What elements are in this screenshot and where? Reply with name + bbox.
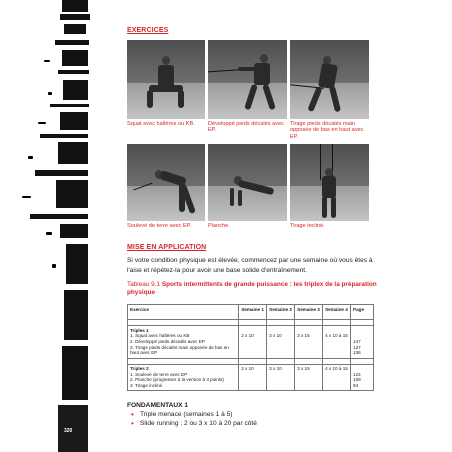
- week-2-value: 3 x 10: [269, 333, 282, 339]
- group-name: Triples 2: [130, 366, 149, 372]
- header-week-3: Semaine 3: [295, 305, 323, 320]
- photo-inclined-row: [290, 144, 369, 221]
- fundamentals-list: [131, 410, 257, 428]
- exercise-line: 3. Tirage incliné: [130, 383, 163, 389]
- table-caption: [127, 281, 377, 297]
- page-ref: 127: [353, 344, 361, 350]
- caption-inclined-row: Tirage incliné.: [290, 223, 325, 229]
- week-3-value: 3 x 15: [297, 333, 310, 339]
- photo-row-standing: [290, 40, 369, 119]
- photo-squat: [127, 40, 205, 119]
- page-ref: 94: [353, 383, 359, 389]
- photo-press: [208, 40, 287, 119]
- caption-press: Développé pieds décalés avec EP.: [208, 121, 284, 134]
- header-exercise: Exercice: [128, 305, 239, 320]
- table-label: Tableau 9.1: [127, 281, 161, 288]
- table-header-row: [128, 305, 374, 320]
- caption-deadlift: Soulevé de terre avec EP.: [127, 223, 192, 229]
- exercise-line: 1. Soulevé de terre avec EP: [130, 371, 188, 377]
- header-week-1: Semaine 1: [239, 305, 267, 320]
- exercise-line: 2. Développé pieds décalés avec EP: [130, 338, 205, 344]
- group-name: Triples 1: [130, 327, 149, 333]
- page-number-box: [58, 405, 88, 452]
- page-number: 320: [64, 428, 73, 434]
- week-2-value: 3 x 10: [269, 366, 282, 372]
- header-week-2: Semaine 2: [267, 305, 295, 320]
- photo-plank: [208, 144, 287, 221]
- exercise-line: 3. Tirage pieds décalés main opposée de bas en haut avec EP: [130, 344, 229, 356]
- header-page: Page: [351, 305, 374, 320]
- side-decoration: [0, 0, 120, 452]
- week-3-value: 3 x 15: [297, 366, 310, 372]
- application-title: MISE EN APPLICATION: [127, 244, 207, 251]
- list-item: • Slide running : 2 ou 3 x 10 à 20 par côté: [131, 419, 257, 428]
- exercise-line: 2. Planche (progresser à la version à 3 points): [130, 377, 224, 383]
- exercise-table: [127, 304, 374, 391]
- list-item: • Triple menace (semaines 1 à 5): [131, 410, 257, 419]
- week-1-value: 2 x 10: [241, 333, 254, 339]
- week-1-value: 2 x 10: [241, 366, 254, 372]
- fundamentals-title: FONDAMENTAUX 1: [127, 402, 189, 409]
- caption-row-standing: Tirage pieds décalés main opposée de bas en haut avec EP.: [290, 121, 364, 140]
- caption-squat: Squat avec haltères ou KB.: [127, 121, 195, 127]
- exercise-line: 1. Squat avec haltères ou KB: [130, 333, 190, 339]
- table-title: Sports intermittents de grande puissance : les triplex de la préparation physique: [127, 281, 377, 296]
- page-ref: 109: [353, 377, 361, 383]
- caption-plank: Planche.: [208, 223, 230, 229]
- header-week-4: Semaine 4: [323, 305, 351, 320]
- week-4-value: 4 x 10 à 15: [325, 333, 348, 339]
- page-ref: 136: [353, 350, 361, 356]
- exercises-title: EXERCICES: [127, 27, 169, 34]
- table-row: [128, 364, 374, 391]
- week-4-value: 4 x 10 à 15: [325, 366, 348, 372]
- page-ref: 124: [353, 371, 361, 377]
- intro-paragraph: Si votre condition physique est élevée, commencez par une semaine où vous êtes à l'aise et répétez-la pour avoir une base solide d'entraînement.: [127, 257, 373, 274]
- table-row: [128, 326, 374, 359]
- photo-deadlift: [127, 144, 205, 221]
- page-ref: 147: [353, 338, 361, 344]
